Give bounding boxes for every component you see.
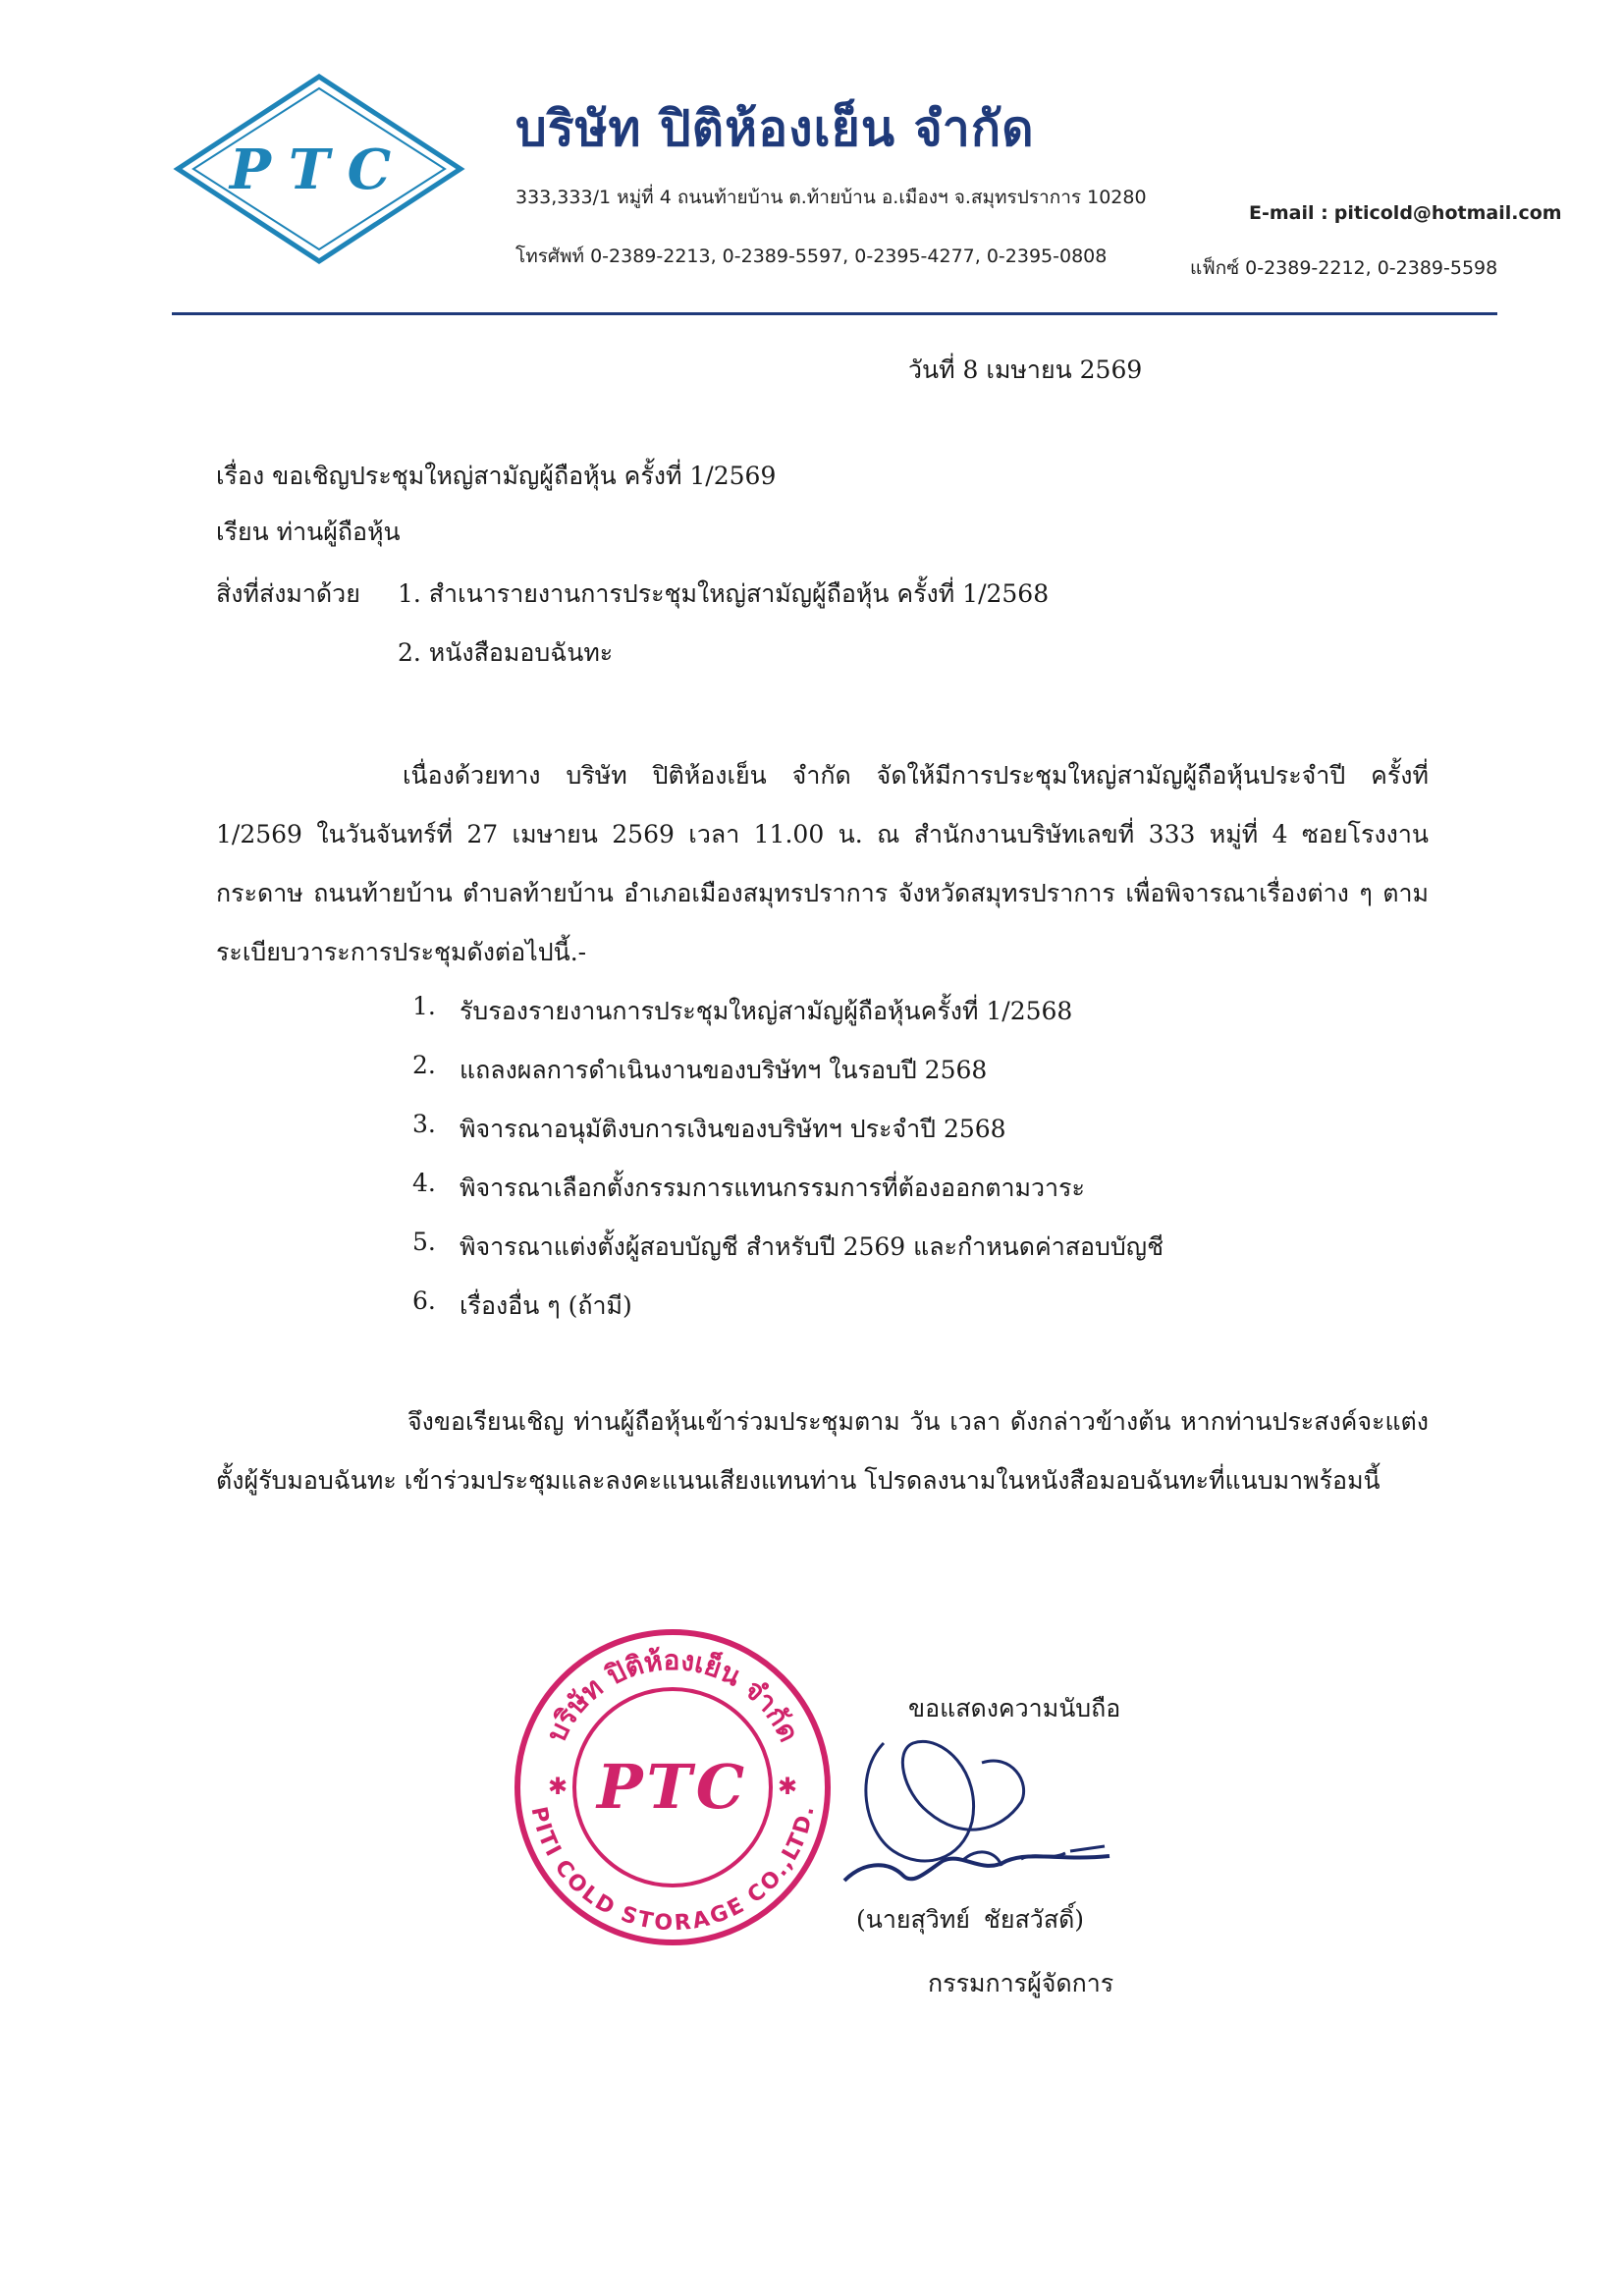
signature <box>835 1714 1129 1910</box>
signer-title: กรรมการผู้จัดการ <box>928 1969 1114 1997</box>
seal-bottom-text: PITI COLD STORAGE CO.,LTD. <box>525 1804 820 1937</box>
letter-date: วันที่ 8 เมษายน 2569 <box>908 355 1143 384</box>
letter-recipient: เรียน ท่านผู้ถือหุ้น <box>216 518 401 546</box>
company-logo <box>172 71 466 267</box>
agenda-number: 4. <box>412 1169 436 1197</box>
company-phone: โทรศัพท์ 0-2389-2213, 0-2389-5597, 0-2395-4277, 0-2395-0808 <box>515 246 1108 267</box>
enclosures-label: สิ่งที่ส่งมาด้วย <box>216 579 360 608</box>
agenda-text: เรื่องอื่น ๆ (ถ้ามี) <box>460 1291 632 1320</box>
email-address[interactable]: piticold@hotmail.com <box>1333 202 1562 224</box>
agenda-number: 6. <box>412 1286 436 1315</box>
agenda-number: 5. <box>412 1228 436 1256</box>
company-name: บริษัท ปิติห้องเย็น จำกัด <box>515 100 1035 157</box>
body-paragraph: เนื่องด้วยทาง บริษัท ปิติห้องเย็น จำกัด จัดให้มีการประชุมใหญ่สามัญผู้ถือหุ้นประจำปี ครั้งที่ 1/2569 ในวันจันทร์ที่ 27 เมษายน 2569 เวลา 11.00 น. ณ สำนักงานบริษัทเลขที่ 333 หมู่ที่ 4 ซอยโรงงานกระดาษ ถนนท้ายบ้าน ตำบลท้ายบ้าน อำเภอเมืองสมุทรปราการ จังหวัดสมุทรปราการ เพื่อพิจารณาเรื่องต่าง ๆ ตามระเบียบวาระการประชุมดังต่อไปนี้.- <box>216 761 1429 966</box>
seal-center-text: PTC <box>596 1751 749 1823</box>
company-fax: แฟ็กซ์ 0-2389-2212, 0-2389-5598 <box>1190 257 1498 279</box>
agenda-number: 3. <box>412 1110 436 1138</box>
logo-text: PTC <box>229 137 409 202</box>
enclosure-item: 1. สำเนารายงานการประชุมใหญ่สามัญผู้ถือหุ้น ครั้งที่ 1/2568 <box>398 579 1050 608</box>
seal-top-text: บริษัท ปิติห้องเย็น จำกัด <box>539 1643 806 1747</box>
regards-text: ขอแสดงความนับถือ <box>908 1694 1121 1722</box>
svg-text:PITI COLD STORAGE CO.,LTD. <box>526 1805 820 1937</box>
enclosure-item: 2. หนังสือมอบฉันทะ <box>398 638 614 667</box>
seal-star-icon: ✱ <box>547 1773 568 1800</box>
company-address: 333,333/1 หมู่ที่ 4 ถนนท้ายบ้าน ต.ท้ายบ้าน อ.เมืองฯ จ.สมุทรปราการ 10280 <box>515 187 1147 208</box>
letter-subject: เรื่อง ขอเชิญประชุมใหญ่สามัญผู้ถือหุ้น ครั้งที่ 1/2569 <box>216 462 777 490</box>
header-divider <box>172 312 1497 315</box>
agenda-text: พิจารณาแต่งตั้งผู้สอบบัญชี สำหรับปี 2569 และกำหนดค่าสอบบัญชี <box>460 1232 1164 1261</box>
agenda-text: รับรองรายงานการประชุมใหญ่สามัญผู้ถือหุ้นครั้งที่ 1/2568 <box>460 997 1073 1025</box>
agenda-text: แถลงผลการดำเนินงานของบริษัทฯ ในรอบปี 2568 <box>460 1056 988 1084</box>
email-block <box>1249 202 1562 224</box>
company-seal <box>511 1625 835 1949</box>
agenda-text: พิจารณาเลือกตั้งกรรมการแทนกรรมการที่ต้องออกตามวาระ <box>460 1174 1085 1202</box>
agenda-number: 1. <box>412 992 436 1020</box>
agenda-number: 2. <box>412 1051 436 1079</box>
closing-paragraph: จึงขอเรียนเชิญ ท่านผู้ถือหุ้นเข้าร่วมประชุมตาม วัน เวลา ดังกล่าวข้างต้น หากท่านประสงค์จะแต่งตั้งผู้รับมอบฉันทะ เข้าร่วมประชุมและลงคะแนนเสียงแทนท่าน โปรดลงนามในหนังสือมอบฉันทะที่แนบมาพร้อมนี้ <box>216 1407 1429 1495</box>
seal-star-icon: ✱ <box>777 1773 798 1800</box>
signer-name: (นายสุวิทย์ ชัยสวัสดิ์) <box>856 1905 1085 1934</box>
agenda-text: พิจารณาอนุมัติงบการเงินของบริษัทฯ ประจำปี 2568 <box>460 1115 1006 1143</box>
email-label: E-mail : <box>1249 202 1328 224</box>
svg-text:บริษัท ปิติห้องเย็น จำกัด <box>540 1644 806 1747</box>
